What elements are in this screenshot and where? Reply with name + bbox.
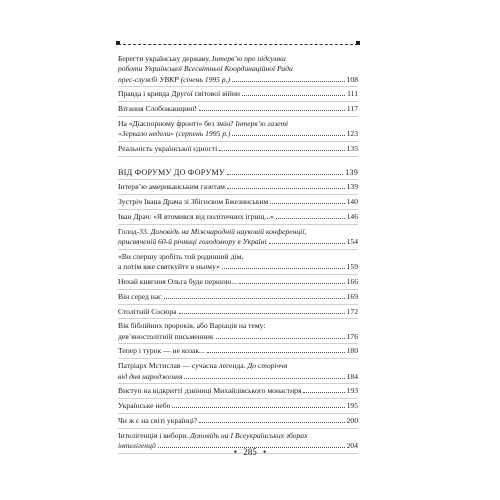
dot-leader [232, 135, 344, 136]
dot-leader [207, 352, 345, 353]
toc-entry-title [118, 307, 177, 317]
toc-entry-title [118, 401, 170, 411]
table-of-contents [118, 52, 358, 454]
toc-entry-title [118, 197, 268, 207]
toc-entry [118, 275, 358, 290]
toc-page-number: 146 [346, 211, 358, 221]
entry-italic-text: Інтерв’ю газеті [235, 118, 289, 128]
toc-group-1 [118, 52, 358, 157]
dot-leader [227, 174, 343, 175]
entry-text: «Ви спершу зробіть той родинний дім, [118, 251, 244, 261]
entry-text: Столітній Сосюра [118, 306, 177, 316]
dot-leader [199, 422, 344, 423]
entry-italic-text: До сторіччя [247, 361, 288, 371]
toc-entry-title [118, 292, 162, 302]
dot-leader [216, 338, 345, 339]
dot-leader [184, 378, 344, 379]
toc-entry-line [118, 54, 358, 64]
entry-italic-text: Доповідь на I Всеукраїнських зборах [190, 430, 308, 440]
entry-text: Він серед нас [118, 291, 162, 301]
toc-page-number: 159 [346, 262, 358, 272]
rule-end-dot [356, 41, 360, 45]
toc-entry [118, 414, 358, 429]
toc-entry-title [118, 386, 301, 396]
toc-entry-title [118, 277, 237, 287]
toc-entry [118, 195, 358, 210]
toc-page-number: 176 [346, 331, 358, 341]
toc-entry-line [118, 252, 358, 262]
section-page: 139 [345, 167, 358, 177]
toc-group-2 [118, 180, 358, 453]
entry-text: Інтелігенція і вибори. [118, 430, 191, 440]
toc-entry [118, 210, 358, 225]
entry-italic-text: присвяченій 60-й річниці голодомору в Україні [118, 237, 267, 247]
entry-text: Патріарх Мстислав — сучасна легенда. [118, 361, 248, 371]
toc-entry-title [118, 182, 225, 192]
page-number: 285 [243, 447, 257, 457]
dot-leader [164, 298, 345, 299]
dot-leader [222, 268, 345, 269]
dot-leader [172, 407, 344, 408]
page-footer [0, 447, 500, 457]
toc-entry-title [118, 372, 182, 382]
entry-italic-text: роботи Української Всесвітньої Координаційної Ради [118, 64, 293, 74]
entry-italic-text: від дня народження [118, 371, 183, 381]
toc-entry-title [118, 212, 274, 222]
entry-text: Інтерв’ю американським газетам [118, 182, 225, 192]
dot-leader [199, 110, 345, 111]
footer-bullet: • [233, 447, 237, 457]
entry-text: Зустріч Івана Драча зі Збігнєвом Бжезинським [118, 197, 269, 207]
dot-leader [242, 95, 345, 96]
toc-entry-title [118, 262, 220, 272]
entry-text: Голод-33. [118, 226, 151, 236]
toc-entry [118, 305, 358, 320]
toc-entry-line [118, 227, 358, 237]
top-ornament-rule [118, 44, 358, 45]
entry-text: Берегти українську державу. [118, 54, 213, 63]
toc-entry [118, 359, 358, 384]
toc-entry [118, 384, 358, 399]
footer-bullet: • [263, 447, 267, 457]
entry-text: Українське небо [118, 401, 171, 411]
entry-text: Іван Драч: «Я втомився від політичних ігрищ...» [118, 211, 274, 221]
toc-page-number: 172 [346, 306, 358, 316]
toc-page-number: 200 [346, 415, 358, 425]
toc-entry-title [118, 144, 217, 154]
toc-page-number: 204 [346, 441, 358, 451]
toc-page-number: 108 [346, 74, 358, 84]
toc-entry [118, 319, 358, 344]
toc-page-number: 111 [347, 89, 358, 99]
toc-entry [118, 52, 358, 87]
section-title: ВІД ФОРУМУ ДО ФОРУМУ [118, 167, 225, 177]
toc-page-number: 139 [346, 182, 358, 192]
toc-entry [118, 399, 358, 414]
toc-page-number: 117 [346, 104, 358, 114]
toc-entry-line [118, 64, 358, 74]
toc-entry [118, 180, 358, 195]
dot-leader [219, 150, 344, 151]
toc-page-number: 180 [346, 346, 358, 356]
entry-text: Вітання Слобожанщині! [118, 104, 197, 114]
entry-text: Вік біблійних пророків, або Варіація на тему: [118, 321, 266, 331]
dot-leader [276, 218, 345, 219]
toc-page-number: 195 [346, 401, 358, 411]
toc-entry-title [118, 237, 267, 247]
entry-text: Нехай княгиня Ольга буде першою... [118, 276, 238, 286]
toc-entry-title [118, 332, 214, 342]
entry-italic-text: Інтерв’ю про підсумки [212, 54, 286, 63]
dot-leader [270, 203, 344, 204]
section-heading [118, 165, 358, 181]
dot-leader [239, 283, 345, 284]
entry-text: Реальність української єдності [118, 144, 218, 154]
dot-leader [232, 81, 345, 82]
toc-page-number: 169 [346, 291, 358, 301]
toc-page-number: 123 [346, 129, 358, 139]
toc-entry [118, 344, 358, 359]
dot-leader [227, 188, 345, 189]
entry-text: Правда і кривда Другої світової війни [118, 89, 240, 99]
toc-page-number: 140 [346, 197, 358, 207]
toc-page-number: 166 [346, 276, 358, 286]
entry-italic-text: «Зеркало недели» (серпень 1995 р.) [118, 129, 231, 139]
toc-page-number: 184 [346, 371, 358, 381]
entry-text: дев’яностолітній письменник [118, 331, 214, 341]
toc-entry-line [118, 119, 358, 129]
entry-text: На «Діаспорному фронті» без змін? [118, 118, 236, 128]
dot-leader [179, 313, 345, 314]
toc-page-number: 193 [346, 386, 358, 396]
toc-entry [118, 225, 358, 250]
toc-entry-title [118, 104, 197, 114]
entry-text: Виступ на відкритті дзвіниці Михайлівського монастиря [118, 386, 302, 396]
toc-entry-line [118, 431, 358, 441]
toc-entry-title [118, 75, 230, 85]
entry-italic-text: інтелігенції [118, 441, 157, 451]
dot-leader [303, 392, 344, 393]
toc-entry [118, 102, 358, 117]
entry-text: Чи ж є на світі українці? [118, 415, 198, 425]
entry-text: Тепер і турок — не козак... [118, 346, 205, 356]
toc-entry [118, 142, 358, 157]
toc-page-number: 135 [346, 144, 358, 154]
toc-entry-title [118, 346, 205, 356]
toc-entry [118, 290, 358, 305]
toc-entry-line [118, 321, 358, 331]
toc-entry [118, 117, 358, 142]
toc-page-number: 154 [346, 237, 358, 247]
toc-entry [118, 250, 358, 275]
dot-leader [269, 243, 345, 244]
entry-text: а потім вже святкуйте в ньому» [118, 262, 220, 272]
toc-entry-title [118, 416, 197, 426]
entry-italic-text: Доповідь на Міжнародній науковій конференції, [150, 226, 307, 236]
toc-entry-title [118, 89, 240, 99]
toc-entry-title [118, 129, 230, 139]
toc-entry [118, 87, 358, 102]
toc-entry-line [118, 361, 358, 371]
entry-italic-text: прес-службі УВКР (січень 1995 р.) [118, 74, 231, 84]
